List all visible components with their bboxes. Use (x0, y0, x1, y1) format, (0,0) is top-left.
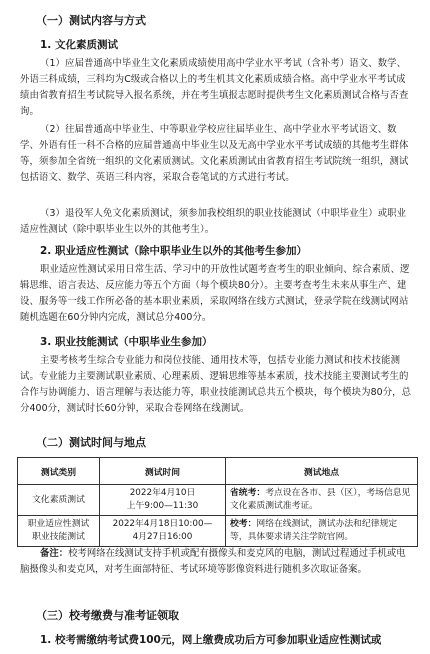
time-start: 2022年4月18日10:00— (112, 519, 213, 529)
note-label: 备注： (40, 548, 69, 559)
table-header-time: 测试时间 (100, 458, 226, 485)
note-paragraph (20, 546, 412, 578)
cell-category (18, 485, 100, 516)
note-text: 校考网络在线测试支持手机或配有摄像头和麦克风的电脑，测试过程通过手机或电脑摄像头和麦克风，对考生面部特征、考试环境等影像资料进行随机多次取证备案。 (20, 548, 406, 575)
location-label: 校考： (230, 519, 257, 529)
table-header-location: 测试地点 (226, 458, 418, 485)
category-text: 职业技能测试 (32, 532, 85, 542)
table-row (18, 485, 418, 516)
time-end: 4月27日16:00 (132, 532, 193, 542)
section-heading-test-content: （一）测试内容与方式 (36, 14, 146, 27)
time-date: 2022年4月10日 (129, 488, 196, 498)
paragraph-culture-3: （3）退役军人免文化素质测试，须参加我校组织的职业技能测试（中职毕业生）或职业适应性测试（除中职毕业生以外的其他考生）。 (20, 208, 407, 235)
section-heading-time-place: （二）测试时间与地点 (36, 436, 146, 449)
subheading-skill-test: 3. 职业技能测试（中职毕业生参加） (40, 336, 213, 348)
location-text: 考点设在各市、县（区），考场信息见文化素质测试准考证。 (230, 488, 411, 511)
location-text: 网络在线测试，测试办法和纪律规定等，具体要求请关注学院官网。 (230, 519, 398, 542)
category-text: 文化素质测试 (32, 494, 85, 505)
section-heading-fee-admission: （三）校考缴费与准考证领取 (36, 609, 179, 622)
table-header-row (18, 458, 418, 485)
subheading-aptitude-test: 2. 职业适应性测试（除中职毕业生以外的其他考生参加） (40, 245, 307, 257)
cell-time (100, 485, 226, 516)
subheading-fee: 1. 校考需缴纳考试费100元，网上缴费成功后方可参加职业适应性测试或 (40, 634, 382, 646)
subheading-culture-test: 1. 文化素质测试 (40, 39, 118, 51)
schedule-table (17, 457, 418, 547)
location-label: 省统考： (230, 488, 266, 498)
cell-category (18, 516, 100, 547)
time-range: 上午9:00—11:30 (126, 501, 199, 511)
category-text: 职业适应性测试 (27, 519, 90, 529)
paragraph-aptitude: 职业适应性测试采用日常生活、学习中的开放性试题考查考生的职业倾向、综合素质、逻辑思维、语言表达、反应能力等五个方面（每个模块80分）。主要考查考生未来从事生产、建设、服务等一线工作所必备的基本职业素质，采取网络在线方式测试，登录学院在线测试网站随机选题在60分钟内完成，测试总分400分。 (20, 264, 410, 323)
table-header-category: 测试类别 (18, 458, 100, 485)
paragraph-culture-1: （1）应届普通高中毕业生文化素质成绩使用高中学业水平考试（含补考）语文、数学、外语三科成绩，三科均为C级或合格以上的考生机其文化素质成绩合格。高中学业水平考试成绩由省教育招生考试院导入报名系统，并在考生填报志愿时提供考生文化素质测试合格与否查询。 (20, 58, 409, 117)
table-row (18, 516, 418, 547)
paragraph-skill: 主要考核考生综合专业能力和岗位技能、通用技术等，包括专业能力测试和技术技能测试。专业能力主要测试职业素质、心理素质、逻辑思维等基本素质，技术技能主要测试考生的合作与协调能力、语言理解与表达能力等，职业技能测试总共五个模块，每个模块为80分，总分400分，测试时长60分钟，采取合卷网络在线测试。 (20, 355, 412, 414)
cell-location (226, 516, 418, 547)
cell-time (100, 516, 226, 547)
paragraph-culture-2: （2）往届普通高中毕业生、中等职业学校应往届毕业生、高中学业水平考试语文、数学、外语有任一科不合格的应届普通高中毕业生以及无高中学业水平考试成绩的其他考生群体等，须参加全省统一组织的文化素质测试。文化素质测试由省教育招生考试院统一组织，测试包括语文、数学、英语三科内容，采取合卷笔试的方式进行考试。 (20, 124, 409, 183)
cell-location (226, 485, 418, 516)
